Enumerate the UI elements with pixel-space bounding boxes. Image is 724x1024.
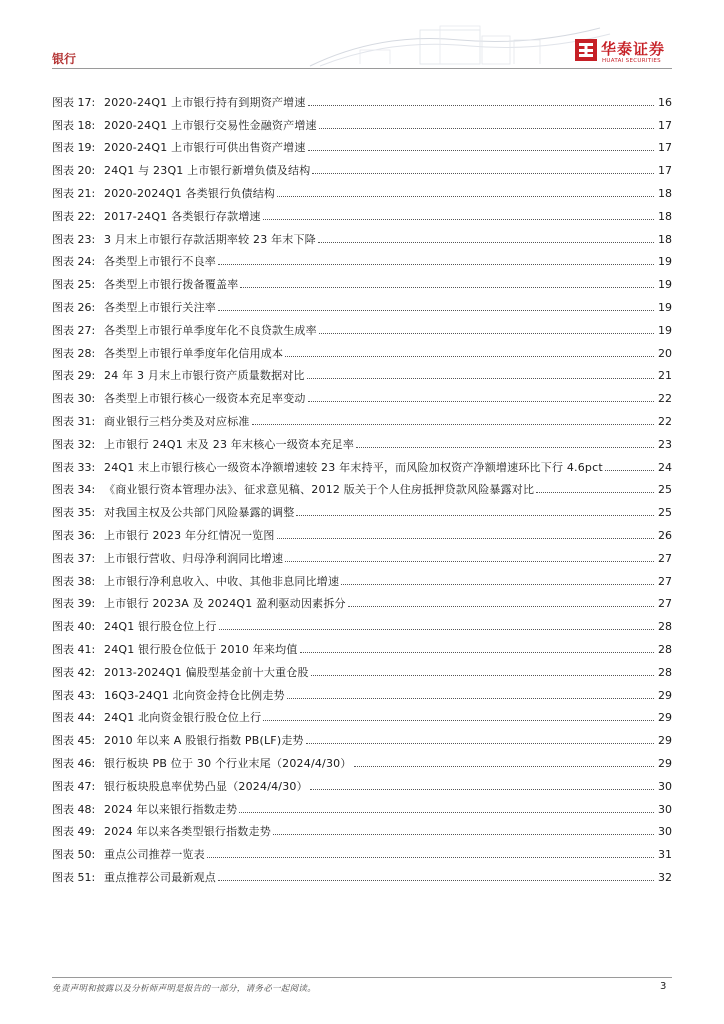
toc-entry-label: 图表 18: <box>52 118 96 132</box>
toc-entry-leader <box>308 104 654 106</box>
toc-entry[interactable] <box>52 428 672 451</box>
toc-entry-title: 各类型上市银行关注率 <box>104 300 216 314</box>
toc-entry-label: 图表 49: <box>52 825 96 839</box>
toc-entry[interactable] <box>52 610 672 633</box>
toc-entry-page: 22 <box>658 392 672 406</box>
toc-entry-leader <box>311 674 654 676</box>
table-of-figures <box>52 86 672 884</box>
toc-entry-page: 25 <box>658 506 672 520</box>
toc-entry-label: 图表 43: <box>52 688 96 702</box>
toc-entry-title: 各类型上市银行单季度年化不良贷款生成率 <box>104 323 317 337</box>
toc-entry-page: 29 <box>658 711 672 725</box>
toc-entry-label: 图表 51: <box>52 870 96 884</box>
toc-entry-leader <box>306 742 654 744</box>
footer-disclaimer: 免责声明和披露以及分析师声明是报告的一部分，请务必一起阅读。 <box>52 984 317 994</box>
toc-entry-leader <box>218 879 654 881</box>
toc-entry-title: 3 月末上市银行存款活期率较 23 年末下降 <box>104 232 316 246</box>
toc-entry[interactable] <box>52 451 672 474</box>
toc-entry-title: 2024 年以来各类型银行指数走势 <box>104 825 271 839</box>
toc-entry-page: 29 <box>658 734 672 748</box>
toc-entry-title: 上市银行营收、归母净利润同比增速 <box>104 551 284 565</box>
toc-entry-page: 17 <box>658 118 672 132</box>
toc-entry-title: 2020-24Q1 上市银行持有到期资产增速 <box>104 95 306 109</box>
toc-entry-title: 2024 年以来银行指数走势 <box>104 802 238 816</box>
toc-entry-leader <box>207 856 654 858</box>
toc-entry-page: 29 <box>658 756 672 770</box>
toc-entry-label: 图表 44: <box>52 711 96 725</box>
toc-entry-label: 图表 27: <box>52 323 96 337</box>
toc-entry[interactable] <box>52 496 672 519</box>
toc-entry-leader <box>273 833 654 835</box>
toc-entry[interactable] <box>52 816 672 839</box>
toc-entry-leader <box>319 332 654 334</box>
toc-entry-title: 24Q1 与 23Q1 上市银行新增负债及结构 <box>104 164 311 178</box>
toc-entry-title: 各类型上市银行单季度年化信用成本 <box>104 346 284 360</box>
toc-entry-label: 图表 20: <box>52 164 96 178</box>
toc-entry-page: 21 <box>658 369 672 383</box>
toc-entry[interactable] <box>52 360 672 383</box>
toc-entry-title: 各类型上市银行拨备覆盖率 <box>104 278 239 292</box>
toc-entry[interactable] <box>52 633 672 656</box>
toc-entry-page: 22 <box>658 414 672 428</box>
huatai-logo-mark-icon <box>575 39 597 61</box>
toc-entry-label: 图表 41: <box>52 642 96 656</box>
page-number: 3 <box>660 981 667 992</box>
page-header <box>0 0 724 72</box>
toc-entry-label: 图表 37: <box>52 551 96 565</box>
toc-entry-title: 对我国主权及公共部门风险暴露的调整 <box>104 506 295 520</box>
toc-entry-label: 图表 50: <box>52 848 96 862</box>
toc-entry-title: 上市银行 24Q1 末及 23 年末核心一级资本充足率 <box>104 437 355 451</box>
toc-entry-label: 图表 46: <box>52 756 96 770</box>
toc-entry-page: 19 <box>658 255 672 269</box>
toc-entry-title: 2013-2024Q1 偏股型基金前十大重仓股 <box>104 665 309 679</box>
toc-entry-title: 2020-24Q1 上市银行交易性金融资产增速 <box>104 118 317 132</box>
toc-entry-label: 图表 22: <box>52 209 96 223</box>
logo-subtitle: HUATAI SECURITIES <box>602 58 661 64</box>
toc-entry-title: 24Q1 北向资金银行股仓位上行 <box>104 711 262 725</box>
toc-entry-label: 图表 19: <box>52 141 96 155</box>
toc-entry[interactable] <box>52 542 672 565</box>
toc-entry-page: 30 <box>658 779 672 793</box>
toc-entry-label: 图表 39: <box>52 597 96 611</box>
toc-entry[interactable] <box>52 747 672 770</box>
toc-entry-leader <box>240 286 654 288</box>
toc-entry-page: 28 <box>658 620 672 634</box>
toc-entry-title: 银行板块股息率优势凸显（2024/4/30） <box>104 779 308 793</box>
toc-entry-label: 图表 42: <box>52 665 96 679</box>
toc-entry-leader <box>219 628 654 630</box>
header-decoration-graphic <box>300 22 620 68</box>
toc-entry-label: 图表 26: <box>52 300 96 314</box>
toc-entry-label: 图表 25: <box>52 278 96 292</box>
toc-entry-leader <box>263 719 654 721</box>
toc-entry[interactable] <box>52 565 672 588</box>
toc-entry[interactable] <box>52 291 672 314</box>
toc-entry-leader <box>308 400 654 402</box>
toc-entry[interactable] <box>52 337 672 360</box>
toc-entry-title: 24 年 3 月末上市银行资产质量数据对比 <box>104 369 305 383</box>
toc-entry-label: 图表 23: <box>52 232 96 246</box>
toc-entry[interactable] <box>52 861 672 884</box>
toc-entry-label: 图表 31: <box>52 414 96 428</box>
toc-entry-label: 图表 38: <box>52 574 96 588</box>
toc-entry-leader <box>356 446 654 448</box>
toc-entry-leader <box>310 788 654 790</box>
toc-entry-page: 18 <box>658 209 672 223</box>
toc-entry-label: 图表 36: <box>52 528 96 542</box>
toc-entry-title: 《商业银行资本管理办法》、征求意见稿、2012 版关于个人住房抵押贷款风险暴露对比 <box>104 483 535 497</box>
toc-entry-label: 图表 28: <box>52 346 96 360</box>
toc-entry-label: 图表 29: <box>52 369 96 383</box>
toc-entry-leader <box>318 241 654 243</box>
toc-entry-page: 20 <box>658 346 672 360</box>
toc-entry-title: 2020-24Q1 上市银行可供出售资产增速 <box>104 141 306 155</box>
toc-entry[interactable] <box>52 474 672 497</box>
toc-entry-page: 26 <box>658 528 672 542</box>
toc-entry-title: 上市银行 2023 年分红情况一览图 <box>104 528 275 542</box>
toc-entry-page: 30 <box>658 802 672 816</box>
toc-entry-leader <box>296 514 654 516</box>
toc-entry-title: 重点推荐公司最新观点 <box>104 870 216 884</box>
toc-entry-label: 图表 21: <box>52 186 96 200</box>
toc-entry-title: 24Q1 银行股仓位低于 2010 年来均值 <box>104 642 298 656</box>
toc-entry-leader <box>307 377 654 379</box>
toc-entry-page: 28 <box>658 642 672 656</box>
toc-entry-label: 图表 34: <box>52 483 96 497</box>
toc-entry-leader <box>218 263 654 265</box>
toc-entry[interactable] <box>52 724 672 747</box>
toc-entry-page: 19 <box>658 323 672 337</box>
toc-entry-leader <box>348 605 654 607</box>
toc-entry-leader <box>312 172 654 174</box>
toc-entry[interactable] <box>52 793 672 816</box>
toc-entry[interactable] <box>52 656 672 679</box>
toc-entry[interactable] <box>52 588 672 611</box>
header-divider <box>52 68 672 69</box>
toc-entry-label: 图表 45: <box>52 734 96 748</box>
toc-entry[interactable] <box>52 223 672 246</box>
toc-entry-page: 18 <box>658 186 672 200</box>
toc-entry-page: 25 <box>658 483 672 497</box>
toc-entry-page: 24 <box>658 460 672 474</box>
toc-entry-page: 17 <box>658 164 672 178</box>
toc-entry[interactable] <box>52 268 672 291</box>
toc-entry-title: 16Q3-24Q1 北向资金持仓比例走势 <box>104 688 285 702</box>
huatai-logo <box>575 38 675 68</box>
toc-entry-title: 24Q1 末上市银行核心一级资本净额增速较 23 年末持平，而风险加权资产净额增速环比下行 4.6pct <box>104 460 603 474</box>
logo-name: 华泰证券 <box>601 40 666 58</box>
toc-entry-leader <box>354 765 654 767</box>
toc-entry-leader <box>252 423 654 425</box>
toc-entry-page: 31 <box>658 848 672 862</box>
toc-entry-title: 各类型上市银行不良率 <box>104 255 216 269</box>
toc-entry[interactable] <box>52 246 672 269</box>
toc-entry[interactable] <box>52 177 672 200</box>
toc-entry-title: 24Q1 银行股仓位上行 <box>104 620 217 634</box>
toc-entry-page: 28 <box>658 665 672 679</box>
toc-entry-title: 商业银行三档分类及对应标准 <box>104 414 250 428</box>
toc-entry[interactable] <box>52 770 672 793</box>
toc-entry-leader <box>605 469 654 471</box>
toc-entry-leader <box>277 195 654 197</box>
toc-entry[interactable] <box>52 405 672 428</box>
toc-entry-label: 图表 40: <box>52 620 96 634</box>
toc-entry-label: 图表 35: <box>52 506 96 520</box>
toc-entry[interactable] <box>52 200 672 223</box>
toc-entry-page: 29 <box>658 688 672 702</box>
toc-entry-page: 30 <box>658 825 672 839</box>
toc-entry-leader <box>308 149 654 151</box>
toc-entry-leader <box>300 651 654 653</box>
toc-entry-page: 17 <box>658 141 672 155</box>
toc-entry-label: 图表 48: <box>52 802 96 816</box>
toc-entry-leader <box>536 491 654 493</box>
toc-entry[interactable] <box>52 838 672 861</box>
toc-entry-page: 23 <box>658 437 672 451</box>
toc-entry-title: 各类型上市银行核心一级资本充足率变动 <box>104 392 306 406</box>
toc-entry-leader <box>341 583 654 585</box>
toc-entry[interactable] <box>52 154 672 177</box>
toc-entry-page: 16 <box>658 95 672 109</box>
toc-entry-title: 上市银行 2023A 及 2024Q1 盈利驱动因素拆分 <box>104 597 346 611</box>
toc-entry-page: 18 <box>658 232 672 246</box>
toc-entry-page: 32 <box>658 870 672 884</box>
toc-entry-leader <box>285 560 654 562</box>
toc-entry-leader <box>277 537 654 539</box>
toc-entry-title: 2020-2024Q1 各类银行负债结构 <box>104 186 276 200</box>
toc-entry[interactable] <box>52 702 672 725</box>
toc-entry-leader <box>287 697 654 699</box>
toc-entry-leader <box>218 309 654 311</box>
toc-entry-leader <box>239 811 654 813</box>
toc-entry-label: 图表 33: <box>52 460 96 474</box>
toc-entry[interactable] <box>52 86 672 109</box>
toc-entry-label: 图表 32: <box>52 437 96 451</box>
toc-entry-leader <box>263 218 654 220</box>
toc-entry-title: 重点公司推荐一览表 <box>104 848 205 862</box>
toc-entry[interactable] <box>52 109 672 132</box>
toc-entry-page: 19 <box>658 300 672 314</box>
toc-entry-label: 图表 47: <box>52 779 96 793</box>
toc-entry[interactable] <box>52 314 672 337</box>
section-label: 银行 <box>52 52 77 66</box>
toc-entry[interactable] <box>52 382 672 405</box>
toc-entry-leader <box>319 127 654 129</box>
toc-entry[interactable] <box>52 132 672 155</box>
toc-entry-page: 19 <box>658 278 672 292</box>
toc-entry-title: 上市银行净利息收入、中收、其他非息同比增速 <box>104 574 340 588</box>
toc-entry-page: 27 <box>658 597 672 611</box>
footer-divider <box>52 977 672 978</box>
toc-entry-page: 27 <box>658 551 672 565</box>
toc-entry-leader <box>285 355 654 357</box>
toc-entry-title: 2017-24Q1 各类银行存款增速 <box>104 209 261 223</box>
toc-entry-label: 图表 24: <box>52 255 96 269</box>
toc-entry-page: 27 <box>658 574 672 588</box>
toc-entry[interactable] <box>52 519 672 542</box>
toc-entry[interactable] <box>52 679 672 702</box>
toc-entry-title: 银行板块 PB 位于 30 个行业末尾（2024/4/30） <box>104 756 352 770</box>
toc-entry-title: 2010 年以来 A 股银行指数 PB(LF)走势 <box>104 734 304 748</box>
toc-entry-label: 图表 17: <box>52 95 96 109</box>
toc-entry-label: 图表 30: <box>52 392 96 406</box>
